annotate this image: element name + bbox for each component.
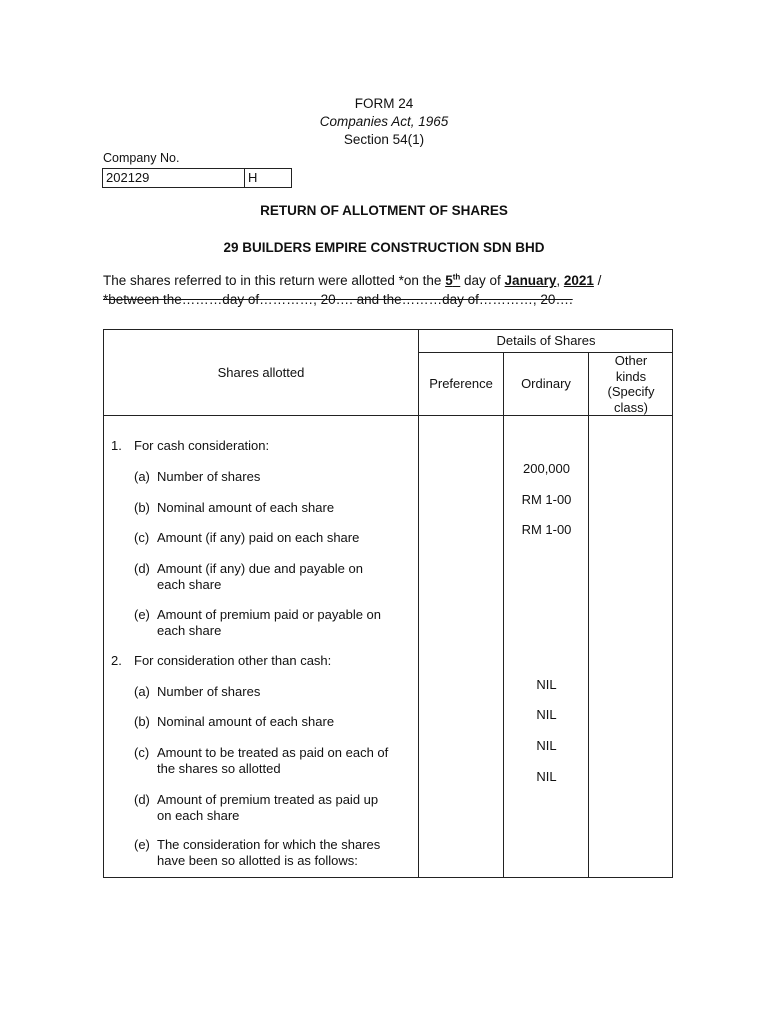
ordinary-cash-number: 200,000 — [523, 461, 570, 476]
col-divider-1 — [418, 329, 419, 878]
sec2-item-a: (a) Number of shares — [134, 684, 261, 699]
allotment-statement — [103, 273, 723, 288]
form-number: FORM 24 — [354, 96, 414, 111]
sec1-item-d: (d) Amount (if any) due and payable on each share — [134, 561, 363, 592]
col-shares-allotted: Shares allotted — [217, 365, 305, 380]
sec2-item-b: (b) Nominal amount of each share — [134, 714, 335, 729]
allotment-year: 2021 — [563, 273, 594, 288]
allotment-month: January — [504, 273, 557, 288]
ordinary-other-a: NIL — [536, 677, 557, 692]
statement-mid: day of — [460, 273, 505, 288]
sec2-item-e: (e) The consideration for which the shares have been so allotted is as follows: — [134, 837, 381, 868]
statement-comma: , — [556, 273, 564, 288]
col-ordinary: Ordinary — [521, 376, 571, 391]
header-divider — [103, 415, 673, 416]
sec2-item-d: (d) Amount of premium treated as paid up on each share — [134, 792, 379, 823]
document-title: RETURN OF ALLOTMENT OF SHARES — [260, 203, 508, 218]
col-divider-3 — [588, 352, 589, 878]
section-ref: Section 54(1) — [343, 132, 425, 147]
ordinary-other-b: NIL — [536, 707, 557, 722]
col-divider-2 — [503, 352, 504, 878]
ordinary-cash-paid: RM 1-00 — [521, 522, 572, 537]
ordinary-other-d: NIL — [536, 769, 557, 784]
sec1-item-a: (a) Number of shares — [134, 469, 261, 484]
sec2-item-c: (c) Amount to be treated as paid on each of the shares so allotted — [134, 745, 389, 776]
details-of-shares: Details of Shares — [496, 333, 596, 348]
statement-line-2: *between the………day of…………, 20…. and the………day of…………, 20…. — [103, 292, 573, 307]
company-no-label: Company No. — [103, 151, 180, 165]
sec1-item-b: (b) Nominal amount of each share — [134, 500, 335, 515]
col-other-kinds: Other kinds (Specify class) — [607, 353, 655, 415]
ordinary-other-c: NIL — [536, 738, 557, 753]
sec1-item-e: (e) Amount of premium paid or payable on each share — [134, 607, 382, 638]
allotment-day: 5th — [445, 272, 461, 288]
company-no-suffix: H — [244, 168, 292, 188]
sec1-item-c: (c) Amount (if any) paid on each share — [134, 530, 360, 545]
section-2-heading: 2. For consideration other than cash: — [111, 653, 332, 668]
statement-slash: / — [593, 273, 602, 288]
ordinary-cash-nominal: RM 1-00 — [521, 492, 572, 507]
section-1-heading: 1. For cash consideration: — [111, 438, 270, 453]
statement-prefix: The shares referred to in this return were allotted *on the — [103, 273, 446, 288]
company-name: 29 BUILDERS EMPIRE CONSTRUCTION SDN BHD — [223, 240, 545, 255]
company-no-field: 202129 — [102, 168, 245, 188]
act-name: Companies Act, 1965 — [319, 114, 449, 129]
col-preference: Preference — [429, 376, 493, 391]
